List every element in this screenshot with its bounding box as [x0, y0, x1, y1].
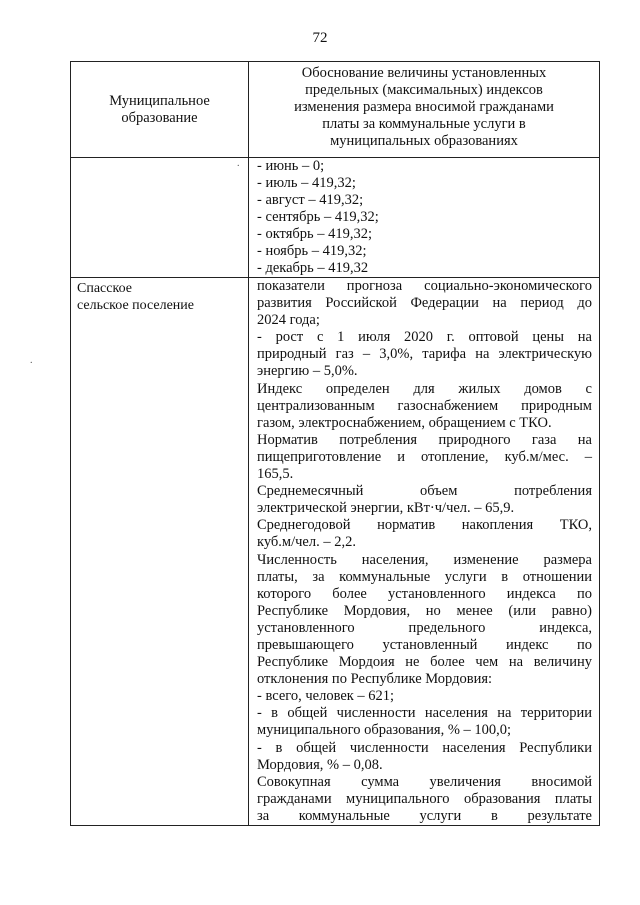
municipality-name-line: Спасское	[77, 281, 132, 296]
header-justification-line: изменения размера вносимой гражданами	[294, 99, 554, 115]
continuation-municipality-cell	[71, 158, 249, 278]
justification-text-line: природный газ – 3,0%, тарифа на электрическую	[257, 346, 592, 363]
month-value-line: - ноябрь – 419,32;	[257, 243, 367, 259]
header-municipality-line: образование	[121, 109, 198, 126]
header-justification-line: муниципальных образованиях	[330, 133, 518, 149]
justification-text-line: которого более установленного индекса по	[257, 585, 592, 602]
justification-text-line: Численность населения, изменение размера	[257, 551, 592, 568]
scan-mark: .	[237, 158, 240, 169]
justification-text-line: гражданами муниципального образования платы	[257, 790, 592, 807]
justification-text-line: муниципального образования, % – 100,0;	[257, 722, 512, 739]
justification-text-line: энергию – 5,0%.	[257, 363, 358, 380]
justification-text-line: развития Российской Федерации на период до	[257, 295, 592, 312]
header-justification-line: Обоснование величины установленных	[301, 65, 547, 81]
justification-table	[70, 61, 600, 826]
header-justification-cell	[249, 62, 600, 158]
justification-text-line: Среднемесячный объем потребления	[257, 483, 592, 500]
page-number: 72	[312, 30, 328, 46]
justification-text-line: 2024 года;	[257, 312, 320, 329]
justification-text-line: Индекс определен для жилых домов с	[257, 380, 592, 397]
justification-text-line: пищеприготовление и отопление, куб.м/мес. –	[257, 448, 592, 465]
justification-text-line: централизованным газоснабжением природным	[257, 397, 592, 414]
header-municipality-label	[71, 93, 248, 127]
justification-text-line: показатели прогноза социально-экономического	[257, 278, 592, 294]
justification-text-line: Республике Мордоия не более чем на величину	[257, 654, 592, 671]
scan-mark: .	[30, 355, 33, 366]
justification-text-line: отклонения по Республике Мордовия:	[257, 671, 493, 688]
header-municipality-cell	[71, 62, 249, 158]
month-value-line: - октябрь – 419,32;	[257, 226, 373, 242]
table-row	[71, 278, 600, 826]
header-municipality-line: Муниципальное	[109, 92, 210, 109]
justification-text-line: 165,5.	[257, 466, 294, 483]
justification-text-line: электрической энергии, кВт·ч/чел. – 65,9.	[257, 500, 515, 517]
header-justification-line: предельных (максимальных) индексов	[305, 82, 543, 98]
municipality-name-line: сельское поселение	[77, 297, 194, 313]
month-value-line: - август – 419,32;	[257, 192, 364, 208]
justification-text-line: Республике Мордовия, но менее (или равно)	[257, 602, 592, 619]
justification-text-line: куб.м/чел. – 2,2.	[257, 534, 356, 551]
month-value-line: - сентябрь – 419,32;	[257, 209, 379, 225]
justification-text-line: Среднегодовой норматив накопления ТКО,	[257, 517, 592, 534]
justification-text-line: - рост с 1 июля 2020 г. оптовой цены на	[257, 329, 592, 346]
month-value-line: - июнь – 0;	[257, 158, 325, 174]
header-justification-label	[255, 65, 593, 150]
header-justification-line: платы за коммунальные услуги в	[322, 116, 526, 132]
month-value-line: - июль – 419,32;	[257, 175, 356, 191]
justification-text-line: - в общей численности населения на территории	[257, 705, 592, 722]
justification-text-cell	[249, 278, 600, 826]
justification-text-line: - в общей численности населения Республики	[257, 739, 592, 756]
municipality-name-cell	[71, 278, 249, 826]
justification-text-line: Мордовия, % – 0,08.	[257, 756, 383, 773]
continuation-row	[71, 158, 600, 278]
justification-text-line: газом, электроснабжением, обращением с ТКО.	[257, 414, 552, 431]
justification-text-line: - всего, человек – 621;	[257, 688, 395, 705]
justification-text-line: платы, за коммунальные услуги в отношении	[257, 568, 592, 585]
justification-text-line: за коммунальные услуги в результате	[257, 807, 592, 824]
header-row	[71, 62, 600, 158]
justification-text-line: превышающего установленный индекс по	[257, 636, 592, 653]
justification-text-line: Совокупная сумма увеличения вносимой	[257, 773, 592, 790]
justification-text-line: установленного предельного индекса,	[257, 619, 592, 636]
month-value-line: - декабрь – 419,32	[257, 260, 369, 276]
month-values-cell	[249, 158, 600, 278]
justification-text-line: Норматив потребления природного газа на	[257, 431, 592, 448]
